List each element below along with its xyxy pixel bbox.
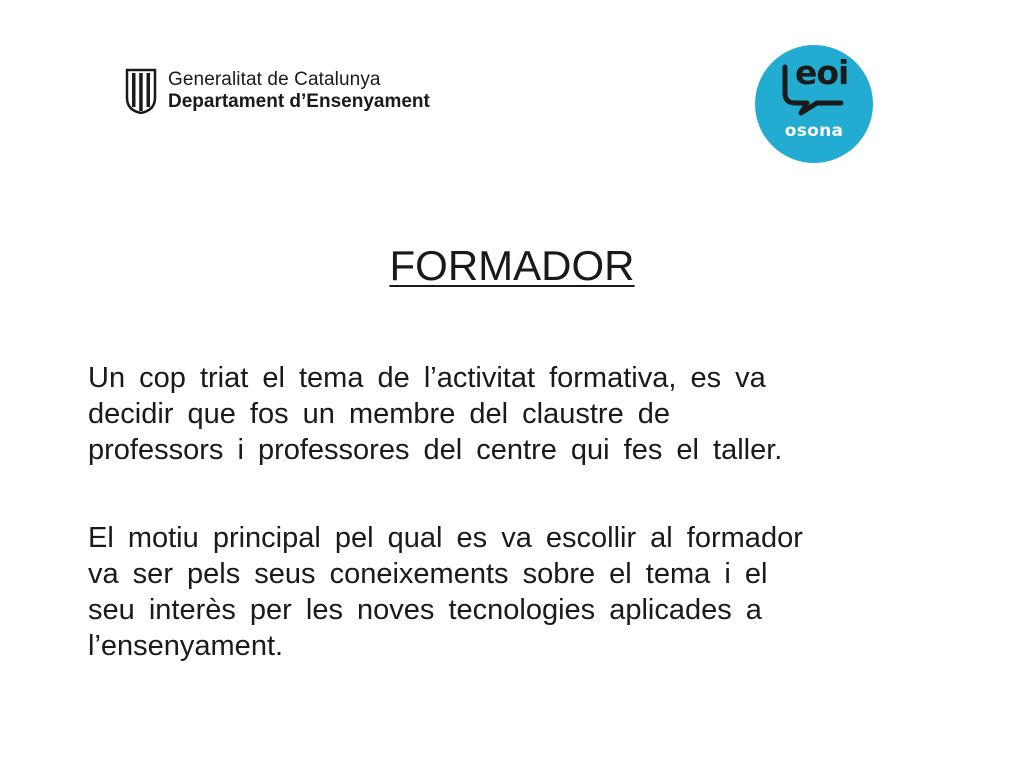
department-name: Departament d’Ensenyament: [168, 91, 430, 112]
eoi-wordmark: eoi: [795, 53, 849, 92]
paragraph-trainer-reason: [88, 520, 803, 664]
slide-title: FORMADOR: [389, 242, 635, 289]
paragraph-line: seu interès per les noves tecnologies aplicades a: [88, 594, 762, 626]
generalitat-name: Generalitat de Catalunya: [168, 69, 381, 90]
paragraph-line: El motiu principal pel qual es va escollir al formador: [88, 522, 803, 554]
generalitat-emblem-icon: [124, 68, 158, 114]
eoi-osona-logo: [755, 45, 873, 163]
paragraph-line: professors i professores del centre qui fes el taller.: [88, 434, 783, 466]
paragraph-trainer-choice: [88, 360, 782, 468]
paragraph-line: l’ensenyament.: [88, 630, 284, 662]
paragraph-line: va ser pels seus coneixements sobre el tema i el: [88, 558, 768, 590]
eoi-subtitle: osona: [784, 121, 844, 141]
paragraph-line: decidir que fos un membre del claustre de: [88, 398, 671, 430]
generalitat-logo: [124, 68, 430, 114]
paragraph-line: Un cop triat el tema de l’activitat formativa, es va: [88, 362, 766, 394]
